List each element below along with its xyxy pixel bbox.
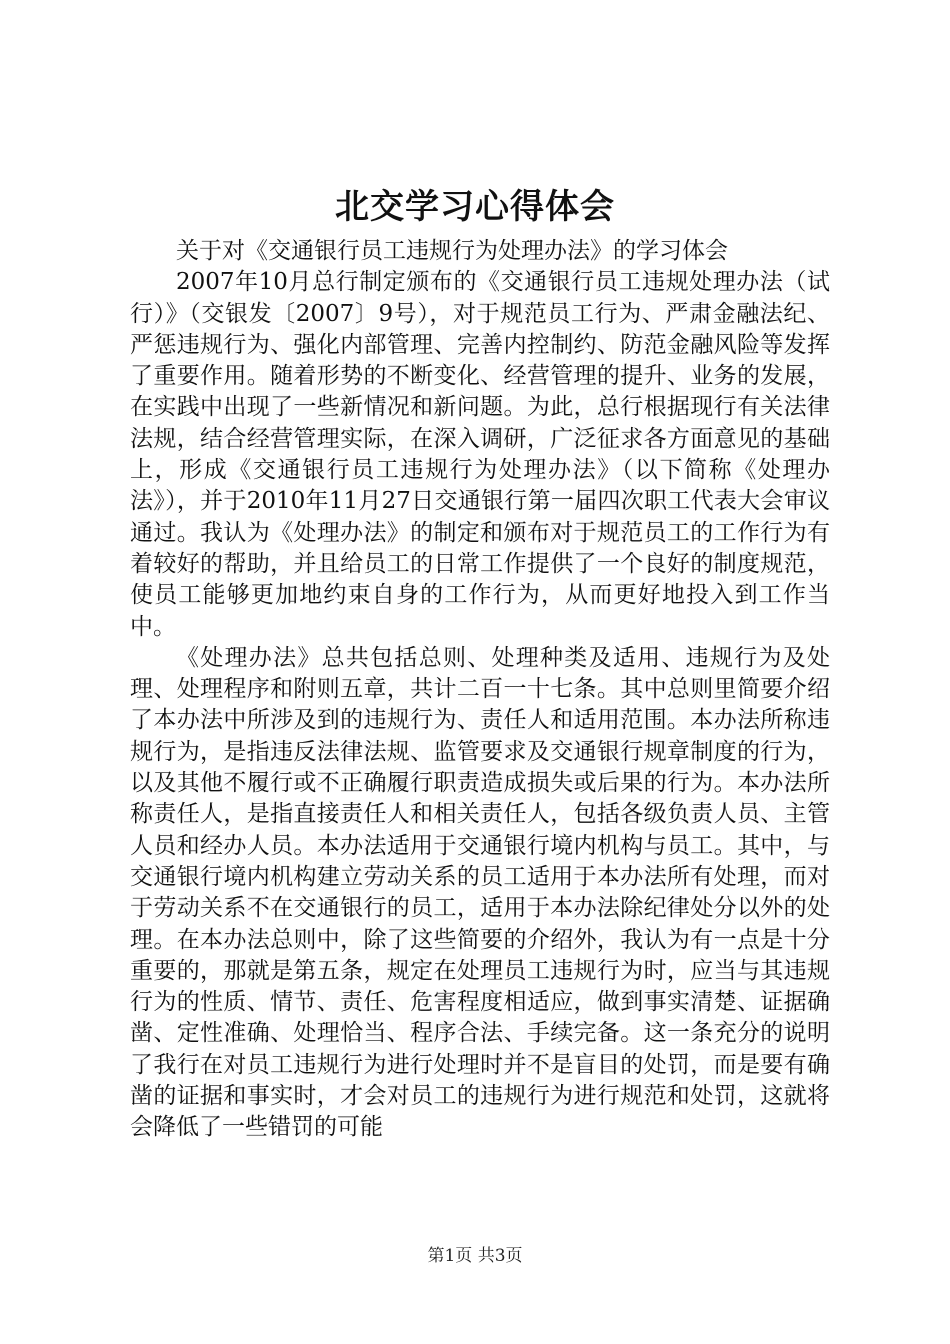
- document-title: 北交学习心得体会: [335, 187, 615, 227]
- page-number-footer: 第1页 共3页: [427, 1246, 523, 1266]
- paragraph-2: 《处理办法》总共包括总则、处理种类及适用、违规行为及处理、处理程序和附则五章，共计二百一十七条。其中总则里简要介绍了本办法中所涉及到的违规行为、责任人和适用范围。本办法所称违规行为，是指违反法律法规、监管要求及交通银行规章制度的行为，以及其他不履行或不正确履行职责造成损失或后果的行为。本办法所称责任人，是指直接责任人和相关责任人，包括各级负责人员、主管人员和经办人员。本办法适用于交通银行境内机构与员工。其中，与交通银行境内机构建立劳动关系的员工适用于本办法所有处理，而对于劳动关系不在交通银行的员工，适用于本办法除纪律处分以外的处理。在本办法总则中，除了这些简要的介绍外，我认为有一点是十分重要的，那就是第五条，规定在处理员工违规行为时，应当与其违规行为的性质、情节、责任、危害程度相适应，做到事实清楚、证据确凿、定性准确、处理恰当、程序合法、手续完备。这一条充分的说明了我行在对员工违规行为进行处理时并不是盲目的处罚，而是要有确凿的证据和事实时，才会对员工的违规行为进行规范和处罚，这就将会降低了一些错罚的可能: [130, 644, 830, 1141]
- paragraph-1: 2007年10月总行制定颁布的《交通银行员工违规处理办法（试行）》（交银发〔2007〕9号），对于规范员工行为、严肃金融法纪、严惩违规行为、强化内部管理、完善内控制约、防范金融风险等发挥了重要作用。随着形势的不断变化、经营管理的提升、业务的发展，在实践中出现了一些新情况和新问题。为此，总行根据现行有关法律法规，结合经营管理实际，在深入调研，广泛征求各方面意见的基础上，形成《交通银行员工违规行为处理办法》（以下简称《处理办法》），并于2010年11月27日交通银行第一届四次职工代表大会审议通过。我认为《处理办法》的制定和颁布对于规范员工的工作行为有着较好的帮助，并且给员工的日常工作提供了一个良好的制度规范，使员工能够更加地约束自身的工作行为，从而更好地投入到工作当中。: [130, 269, 830, 640]
- document-subtitle: 关于对《交通银行员工违规行为处理办法》的学习体会: [176, 238, 728, 264]
- document-body: [130, 236, 830, 1144]
